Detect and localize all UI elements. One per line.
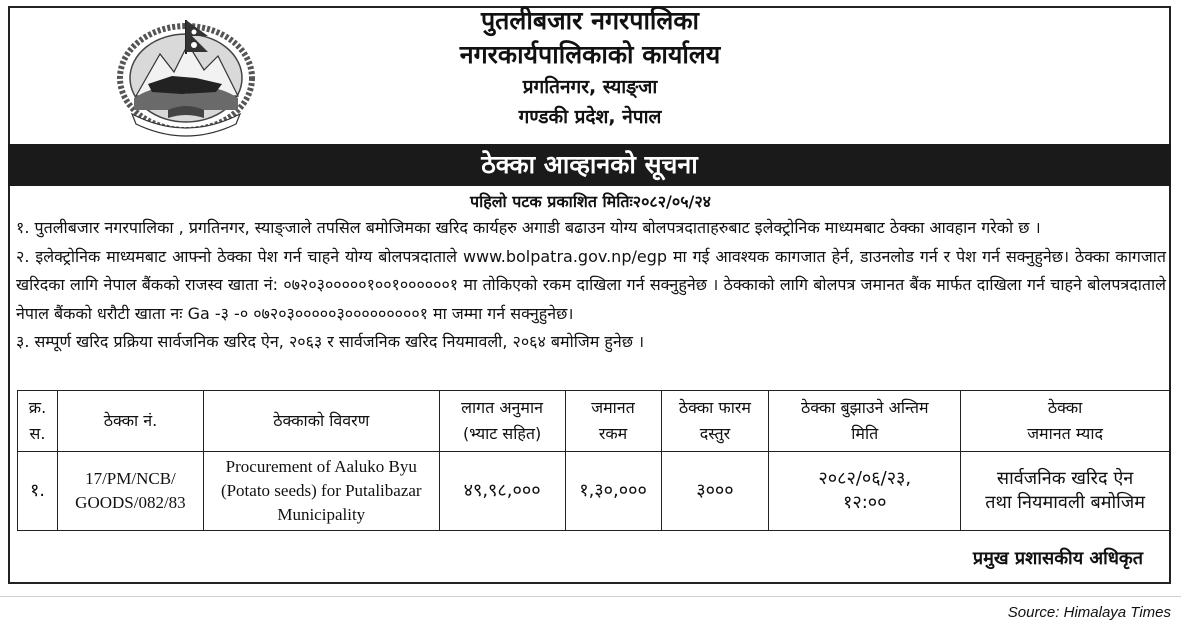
header-sn: क्र. स. [18, 391, 58, 452]
published-date: पहिलो पटक प्रकाशित मितिः२०८२/०५/२४ [469, 192, 711, 211]
nepal-emblem-icon [112, 14, 260, 138]
cell-validity: सार्वजनिक खरिद ऐन तथा नियमावली बमोजिम [961, 452, 1170, 531]
province-name: गण्डकी प्रदेश, नेपाल [518, 106, 662, 128]
municipality-name: पुतलीबजार नगरपालिका [480, 6, 700, 35]
cell-deadline: २०८२/०६/२३, १२:०० [769, 452, 961, 531]
header-estimate: लागत अनुमान (भ्याट सहित) [439, 391, 565, 452]
table-row [18, 452, 1170, 531]
office-header [300, 4, 880, 132]
paragraph-2: २. इलेक्ट्रोनिक माध्यमबाट आफ्नो ठेक्का पेश गर्न चाहने योग्य बोलपत्रदाताले www.bolpatra.gov.np/egp मा गई आवश्यक कागजात हेर्न, डाउनलोड गर्न र पेश गर्न सक्नुहुनेछ। ठेक्का कागजात खरिदका लागि नेपाल बैंकको राजस्व खाता नं: ०७२०३०००००१००१००००००१ मा तोकिएको रकम दाखिला गर्न सक्नुहुनेछ । ठेक्काको लागि बोलपत्र जमानत बैंक मार्फत दाखिला गर्न चाहने बोलपत्रदाताले नेपाल बैंकको धरौटी खाता नः Ga -३ -० ०७२०३०००००३०००००००००१ मा जम्मा गर्न सक्नुहुनेछ। [16, 246, 1166, 323]
cell-description: Procurement of Aaluko Byu (Potato seeds) for Putalibazar Municipality [203, 452, 439, 531]
cell-contract-no: 17/PM/NCB/ GOODS/082/83 [57, 452, 203, 531]
header-description: ठेक्काको विवरण [203, 391, 439, 452]
paragraph-3: ३. सम्पूर्ण खरिद प्रक्रिया सार्वजनिक खरिद ऐन, २०६३ र सार्वजनिक खरिद नियमावली, २०६४ बमोजिम हुनेछ । [16, 332, 645, 351]
signatory-title: प्रमुख प्रशासकीय अधिकृत [972, 548, 1143, 569]
header-bid-security: जमानत रकम [565, 391, 661, 452]
office-name: नगरकार्यपालिकाको कार्यालय [459, 40, 721, 69]
cell-bid-security: १,३०,००० [565, 452, 661, 531]
tender-table [17, 390, 1170, 531]
cell-form-fee: ३००० [661, 452, 769, 531]
source-credit: Source: Himalaya Times [1007, 604, 1171, 621]
notice-body [16, 214, 1166, 357]
notice-title: ठेक्का आव्हानको सूचना [8, 144, 1171, 186]
divider [0, 596, 1181, 597]
header-deadline: ठेक्का बुझाउने अन्तिम मिति [769, 391, 961, 452]
office-location: प्रगतिनगर, स्याङ्जा [522, 76, 658, 98]
header-validity: ठेक्का जमानत म्याद [961, 391, 1170, 452]
paragraph-1: १. पुतलीबजार नगरपालिका , प्रगतिनगर, स्याङ्जाले तपसिल बमोजिमका खरिद कार्यहरु अगाडी बढाउन योग्य बोलपत्रदाताहरुबाट इलेक्ट्रोनिक माध्यमबाट ठेक्का आवहान गरेको छ । [16, 218, 1041, 237]
header-form-fee: ठेक्का फारम दस्तुर [661, 391, 769, 452]
header-contract-no: ठेक्का नं. [57, 391, 203, 452]
cell-estimate: ४९,९८,००० [439, 452, 565, 531]
cell-sn: १. [18, 452, 58, 531]
table-header-row [18, 391, 1170, 452]
